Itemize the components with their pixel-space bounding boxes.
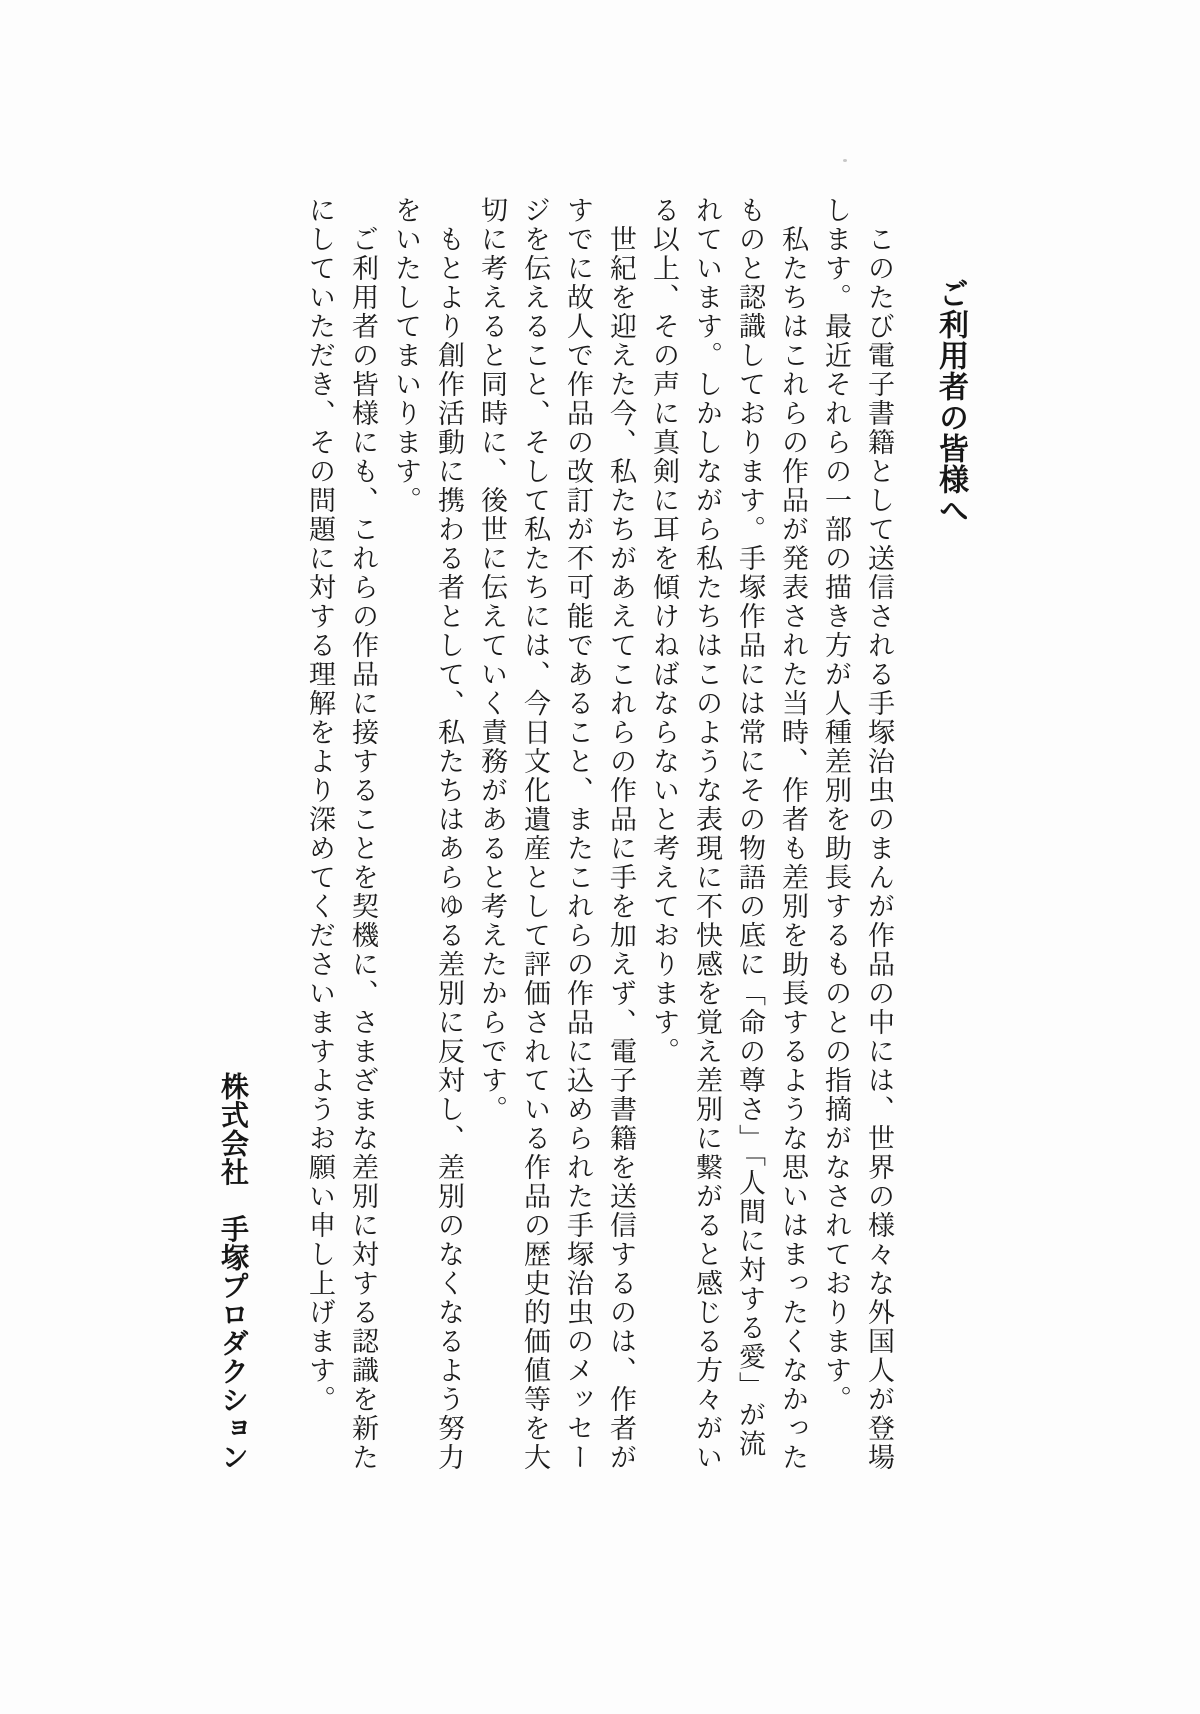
text-column: ご利用者の皆様にも、これらの作品に接することを契機に、さまざまな差別に対する認識を新た — [348, 225, 378, 1472]
text-column: すでに故人で作品の改訂が不可能であること、またこれらの作品に込められた手塚治虫のメッセー — [563, 196, 593, 1472]
text-column: もとより創作活動に携わる者として、私たちはあらゆる差別に反対し、差別のなくなるよう努力 — [434, 225, 464, 1472]
text-column: をいたしてまいります。 — [391, 196, 421, 515]
body-text-block — [298, 196, 900, 1488]
company-signature: 株式会社 手塚プロダクション — [218, 1072, 249, 1471]
text-column: します。最近それらの一部の描き方が人種差別を助長するものとの指摘がなされております。 — [821, 196, 851, 1414]
text-column: 世紀を迎えた今、私たちがあえてこれらの作品に手を加えず、電子書籍を送信するのは、作者が — [606, 225, 636, 1472]
text-column: 切に考えると同時に、後世に伝えていく責務があると考えたからです。 — [477, 196, 507, 1124]
text-column: ものと認識しております。手塚作品には常にその物語の底に「命の尊さ」「人間に対する愛」が流 — [735, 196, 765, 1459]
text-column: る以上、その声に真剣に耳を傾けねばならないと考えております。 — [649, 196, 679, 1066]
scan-dust-speck — [843, 159, 847, 162]
text-column: ジを伝えること、そして私たちには、今日文化遺産として評価されている作品の歴史的価値等を大 — [520, 196, 550, 1472]
text-column: れています。しかしながら私たちはこのような表現に不快感を覚え差別に繋がると感じる方々がい — [692, 196, 722, 1472]
page-title: ご利用者の皆様へ — [934, 278, 967, 526]
text-column: にしていただき、その問題に対する理解をより深めてくださいますようお願い申し上げます。 — [305, 196, 335, 1414]
text-column: このたび電子書籍として送信される手塚治虫のまんが作品の中には、世界の様々な外国人が登場 — [864, 225, 894, 1472]
text-column: 私たちはこれらの作品が発表された当時、作者も差別を助長するような思いはまったくなかった — [778, 225, 808, 1472]
